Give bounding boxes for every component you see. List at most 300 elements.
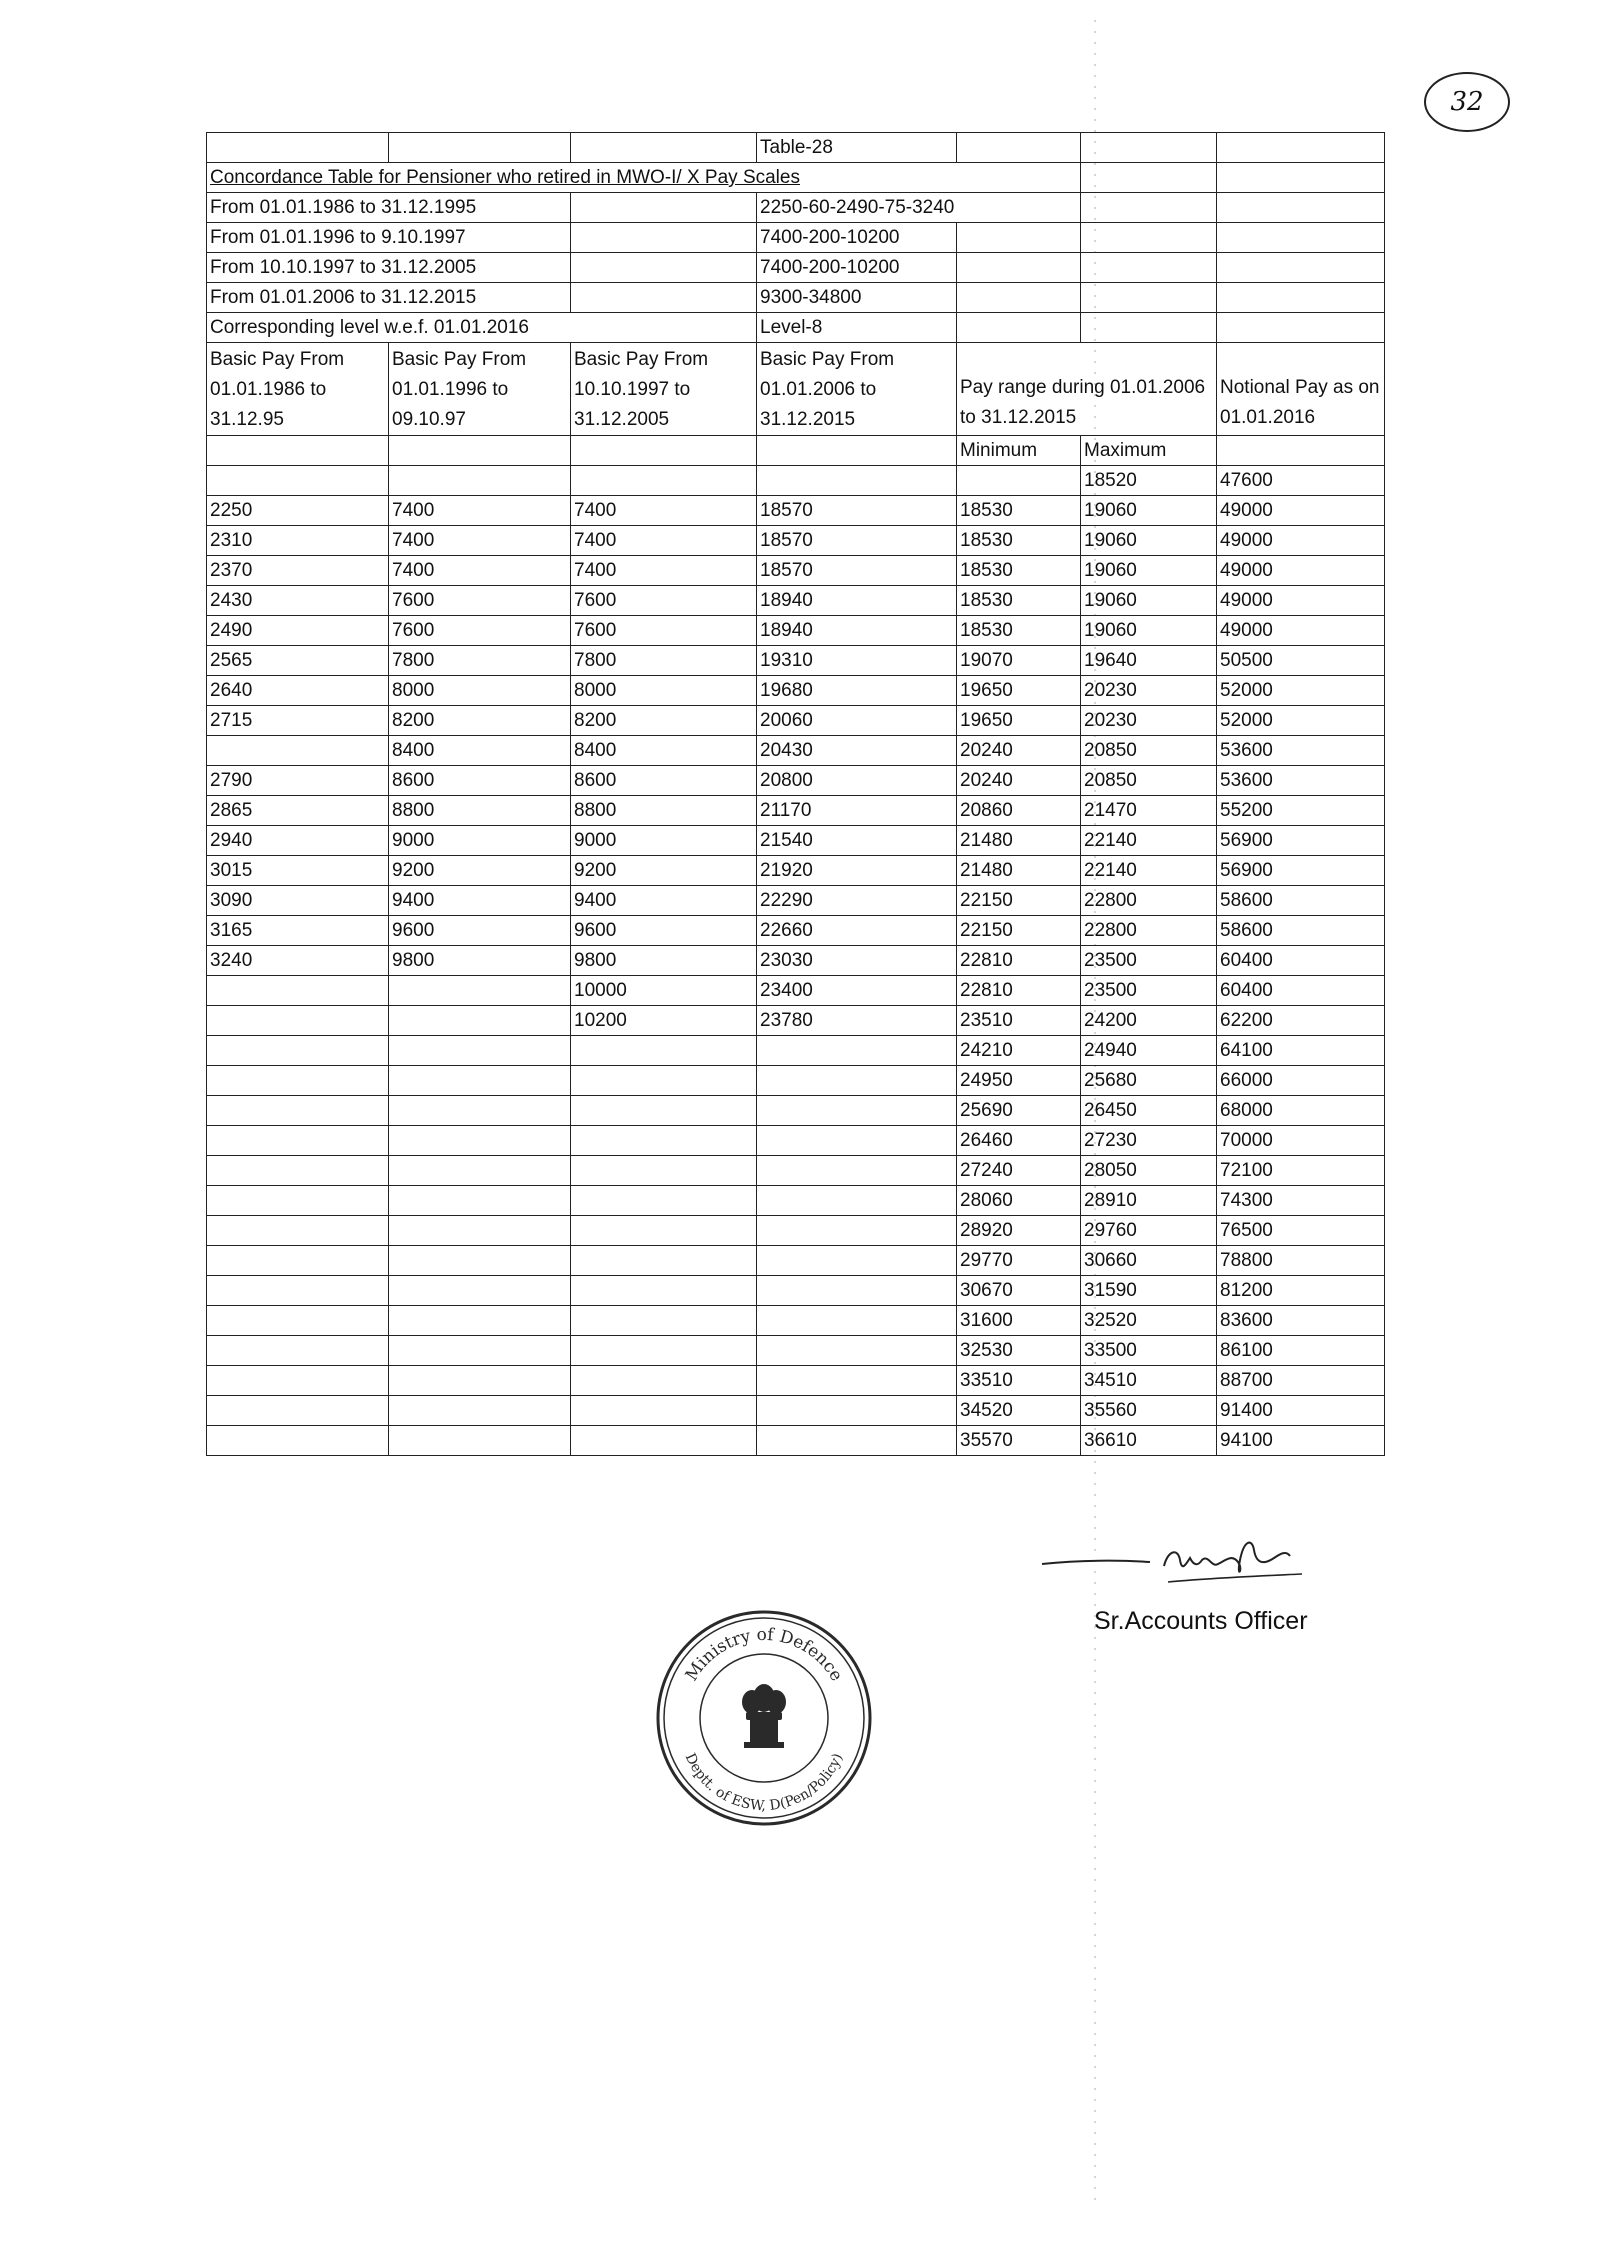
table-cell: 23030 (757, 946, 957, 976)
table-row (207, 1366, 1385, 1396)
table-row (207, 1006, 1385, 1036)
table-cell (757, 1066, 957, 1096)
table-cell (207, 1006, 389, 1036)
table-cell: 19310 (757, 646, 957, 676)
table-cell: 9600 (389, 916, 571, 946)
table-cell: 34510 (1081, 1366, 1217, 1396)
period-label: From 01.01.1986 to 31.12.1995 (207, 193, 571, 223)
table-cell: 22150 (957, 886, 1081, 916)
table-cell: 24940 (1081, 1036, 1217, 1066)
table-cell: 35570 (957, 1426, 1081, 1456)
table-cell: 22810 (957, 976, 1081, 1006)
table-row (207, 1426, 1385, 1456)
period-label: From 01.01.1996 to 9.10.1997 (207, 223, 571, 253)
table-cell (571, 1426, 757, 1456)
table-cell: 60400 (1217, 946, 1385, 976)
table-cell: 33510 (957, 1366, 1081, 1396)
table-cell: 20850 (1081, 766, 1217, 796)
table-title: Table-28 (757, 133, 957, 163)
table-cell: 20240 (957, 736, 1081, 766)
table-cell: 2715 (207, 706, 389, 736)
table-cell: 32520 (1081, 1306, 1217, 1336)
table-cell: 34520 (957, 1396, 1081, 1426)
table-cell: 49000 (1217, 586, 1385, 616)
table-cell (757, 1126, 957, 1156)
table-cell: 32530 (957, 1336, 1081, 1366)
table-cell: 21470 (1081, 796, 1217, 826)
table-cell: 22800 (1081, 916, 1217, 946)
table-row (207, 856, 1385, 886)
table-cell: 9800 (571, 946, 757, 976)
table-cell: 91400 (1217, 1396, 1385, 1426)
table-cell: 81200 (1217, 1276, 1385, 1306)
table-cell: 74300 (1217, 1186, 1385, 1216)
table-cell: 3090 (207, 886, 389, 916)
table-cell: 2790 (207, 766, 389, 796)
table-row (207, 1276, 1385, 1306)
table-cell: 18530 (957, 616, 1081, 646)
table-cell (389, 466, 571, 496)
table-cell (207, 1426, 389, 1456)
table-cell: 18530 (957, 526, 1081, 556)
table-cell: 7400 (571, 556, 757, 586)
table-cell (571, 1186, 757, 1216)
table-row (207, 946, 1385, 976)
period-row (207, 313, 1385, 343)
table-cell (207, 1246, 389, 1276)
table-cell (571, 1096, 757, 1126)
table-cell: 19650 (957, 706, 1081, 736)
table-cell: 8800 (571, 796, 757, 826)
table-row (207, 796, 1385, 826)
table-row (207, 1186, 1385, 1216)
table-cell: 3165 (207, 916, 389, 946)
table-cell (389, 1186, 571, 1216)
table-cell: 49000 (1217, 526, 1385, 556)
table-cell: 2490 (207, 616, 389, 646)
table-cell: 2370 (207, 556, 389, 586)
table-cell: 28060 (957, 1186, 1081, 1216)
table-cell: 7600 (571, 616, 757, 646)
table-cell (571, 1126, 757, 1156)
table-cell: 86100 (1217, 1336, 1385, 1366)
table-row (207, 556, 1385, 586)
table-cell: 22290 (757, 886, 957, 916)
table-cell: 22800 (1081, 886, 1217, 916)
table-cell (207, 1396, 389, 1426)
table-cell: 10000 (571, 976, 757, 1006)
table-cell (389, 1396, 571, 1426)
table-cell: 2250 (207, 496, 389, 526)
table-cell: 22810 (957, 946, 1081, 976)
seal-bottom-text: Deptt. of ESW, D(Pen/Policy) (681, 1750, 847, 1815)
table-cell: 55200 (1217, 796, 1385, 826)
table-cell: 88700 (1217, 1366, 1385, 1396)
table-cell: 56900 (1217, 826, 1385, 856)
table-cell (207, 1036, 389, 1066)
table-cell (389, 1156, 571, 1186)
table-cell: 31590 (1081, 1276, 1217, 1306)
table-cell: 9200 (571, 856, 757, 886)
column-header: Basic Pay From 10.10.1997 to 31.12.2005 (571, 343, 757, 436)
period-scale: 2250-60-2490-75-3240 (757, 193, 1081, 223)
table-cell: 30660 (1081, 1246, 1217, 1276)
table-cell: 66000 (1217, 1066, 1385, 1096)
table-cell: 28050 (1081, 1156, 1217, 1186)
column-header: Basic Pay From 01.01.1986 to 31.12.95 (207, 343, 389, 436)
table-cell (389, 1096, 571, 1126)
table-cell: 21480 (957, 856, 1081, 886)
table-cell: 19070 (957, 646, 1081, 676)
table-cell: 25690 (957, 1096, 1081, 1126)
table-cell (389, 1366, 571, 1396)
table-cell: 18530 (957, 556, 1081, 586)
table-cell: 33500 (1081, 1336, 1217, 1366)
table-cell: 31600 (957, 1306, 1081, 1336)
period-label: From 01.01.2006 to 31.12.2015 (207, 283, 571, 313)
table-cell: 27230 (1081, 1126, 1217, 1156)
table-cell: 2865 (207, 796, 389, 826)
table-cell (389, 1426, 571, 1456)
table-cell (571, 1306, 757, 1336)
table-cell (389, 1066, 571, 1096)
table-cell (207, 466, 389, 496)
table-row (207, 586, 1385, 616)
table-cell: 22150 (957, 916, 1081, 946)
table-row (207, 496, 1385, 526)
column-header: Basic Pay From 01.01.2006 to 31.12.2015 (757, 343, 957, 436)
table-cell (757, 1366, 957, 1396)
table-cell: 19650 (957, 676, 1081, 706)
table-cell: 20860 (957, 796, 1081, 826)
table-cell: 23500 (1081, 946, 1217, 976)
table-cell: 9400 (571, 886, 757, 916)
table-cell (757, 1246, 957, 1276)
table-cell: 68000 (1217, 1096, 1385, 1126)
table-row (207, 736, 1385, 766)
table-cell: 58600 (1217, 886, 1385, 916)
table-cell: 3240 (207, 946, 389, 976)
table-cell: 20240 (957, 766, 1081, 796)
table-cell: 19060 (1081, 586, 1217, 616)
table-row (207, 1036, 1385, 1066)
table-cell: 19060 (1081, 616, 1217, 646)
table-cell: 21170 (757, 796, 957, 826)
table-cell: 49000 (1217, 496, 1385, 526)
table-cell: 9200 (389, 856, 571, 886)
period-row (207, 193, 1385, 223)
table-cell: 26450 (1081, 1096, 1217, 1126)
table-cell: 21540 (757, 826, 957, 856)
table-cell (571, 1246, 757, 1276)
table-cell: 8000 (389, 676, 571, 706)
table-cell: 7800 (571, 646, 757, 676)
table-row (207, 526, 1385, 556)
table-cell: 22660 (757, 916, 957, 946)
table-cell (207, 1306, 389, 1336)
table-cell: 58600 (1217, 916, 1385, 946)
page-number: 32 (1424, 72, 1510, 132)
table-cell: 9800 (389, 946, 571, 976)
title-row (207, 133, 1385, 163)
table-row (207, 1096, 1385, 1126)
table-cell: 29760 (1081, 1216, 1217, 1246)
period-row (207, 283, 1385, 313)
table-cell (571, 1366, 757, 1396)
table-cell: 8800 (389, 796, 571, 826)
table-cell: 78800 (1217, 1246, 1385, 1276)
table-cell: 2565 (207, 646, 389, 676)
table-cell (389, 1126, 571, 1156)
table-cell (757, 1306, 957, 1336)
table-heading: Concordance Table for Pensioner who retired in MWO-I/ X Pay Scales (207, 163, 1081, 193)
table-cell: 25680 (1081, 1066, 1217, 1096)
table-cell: 7600 (389, 616, 571, 646)
signature (1040, 1520, 1340, 1600)
table-cell (389, 1276, 571, 1306)
table-cell: 7400 (389, 526, 571, 556)
table-cell: 18570 (757, 496, 957, 526)
table-cell: 20850 (1081, 736, 1217, 766)
table-cell (207, 1096, 389, 1126)
table-cell: 18570 (757, 526, 957, 556)
table-cell: 70000 (1217, 1126, 1385, 1156)
table-cell: 10200 (571, 1006, 757, 1036)
table-cell (389, 1246, 571, 1276)
table-cell: 9000 (571, 826, 757, 856)
table-cell (571, 466, 757, 496)
table-cell: 21480 (957, 826, 1081, 856)
table-cell: 28920 (957, 1216, 1081, 1246)
table-cell: 30670 (957, 1276, 1081, 1306)
table-cell: 64100 (1217, 1036, 1385, 1066)
table-cell (389, 1006, 571, 1036)
table-cell: 24210 (957, 1036, 1081, 1066)
table-cell: 3015 (207, 856, 389, 886)
table-cell: 19060 (1081, 526, 1217, 556)
svg-text:Ministry of Defence (682, 1625, 847, 1685)
table-cell: 76500 (1217, 1216, 1385, 1246)
table-cell: 23400 (757, 976, 957, 1006)
table-cell: 2310 (207, 526, 389, 556)
table-cell (957, 466, 1081, 496)
table-row (207, 1336, 1385, 1366)
table-cell: 9600 (571, 916, 757, 946)
period-label: From 10.10.1997 to 31.12.2005 (207, 253, 571, 283)
table-cell: 8400 (571, 736, 757, 766)
table-row (207, 1216, 1385, 1246)
table-row (207, 976, 1385, 1006)
table-cell: 2640 (207, 676, 389, 706)
table-cell (757, 1426, 957, 1456)
table-cell: 20800 (757, 766, 957, 796)
table-cell: 53600 (1217, 736, 1385, 766)
concordance-table (206, 132, 1385, 1456)
table-cell (757, 1186, 957, 1216)
table-cell: 20230 (1081, 706, 1217, 736)
table-cell: 23500 (1081, 976, 1217, 1006)
table-cell: 35560 (1081, 1396, 1217, 1426)
table-cell (207, 1186, 389, 1216)
table-row (207, 1066, 1385, 1096)
table-cell (757, 1396, 957, 1426)
table-cell: 94100 (1217, 1426, 1385, 1456)
table-cell (757, 1096, 957, 1126)
table-cell: 9000 (389, 826, 571, 856)
period-scale: 9300-34800 (757, 283, 957, 313)
table-cell: 20230 (1081, 676, 1217, 706)
table-row (207, 1396, 1385, 1426)
table-cell (207, 736, 389, 766)
table-row (207, 1246, 1385, 1276)
table-cell: 23510 (957, 1006, 1081, 1036)
table-row (207, 826, 1385, 856)
table-row (207, 886, 1385, 916)
table-cell: 8600 (571, 766, 757, 796)
table-row (207, 676, 1385, 706)
column-header-pay-range: Pay range during 01.01.2006 to 31.12.2015 (957, 343, 1217, 436)
table-cell: 8000 (571, 676, 757, 706)
table-cell: 20060 (757, 706, 957, 736)
table-cell: 7600 (571, 586, 757, 616)
table-cell: 7800 (389, 646, 571, 676)
seal-top-text: Ministry of Defence (681, 1624, 847, 1685)
period-scale: Level-8 (757, 313, 957, 343)
table-cell: 53600 (1217, 766, 1385, 796)
table-cell: 28910 (1081, 1186, 1217, 1216)
column-header-notional: Notional Pay as on 01.01.2016 (1217, 343, 1385, 436)
table-cell (207, 1276, 389, 1306)
table-cell: 36610 (1081, 1426, 1217, 1456)
period-row (207, 253, 1385, 283)
table-cell (389, 1036, 571, 1066)
table-cell: 50500 (1217, 646, 1385, 676)
column-header-minimum: Minimum (957, 436, 1081, 466)
table-cell (207, 1156, 389, 1186)
table-cell (207, 1216, 389, 1246)
table-cell: 9400 (389, 886, 571, 916)
table-cell (757, 1036, 957, 1066)
table-cell: 47600 (1217, 466, 1385, 496)
table-cell (389, 1216, 571, 1246)
table-cell (757, 466, 957, 496)
table-cell: 22140 (1081, 856, 1217, 886)
table-cell: 72100 (1217, 1156, 1385, 1186)
period-scale: 7400-200-10200 (757, 253, 957, 283)
table-cell: 8600 (389, 766, 571, 796)
table-cell: 18940 (757, 586, 957, 616)
table-cell (389, 1306, 571, 1336)
table-cell: 49000 (1217, 616, 1385, 646)
table-cell: 7400 (571, 526, 757, 556)
table-cell: 60400 (1217, 976, 1385, 1006)
heading-row (207, 163, 1385, 193)
table-cell: 8200 (571, 706, 757, 736)
table-cell: 18530 (957, 586, 1081, 616)
table-row (207, 916, 1385, 946)
table-cell (571, 1216, 757, 1246)
table-cell (207, 1066, 389, 1096)
table-row (207, 1306, 1385, 1336)
period-scale: 7400-200-10200 (757, 223, 957, 253)
table-row (207, 1126, 1385, 1156)
table-cell (571, 1066, 757, 1096)
table-cell: 7400 (389, 496, 571, 526)
table-row (207, 766, 1385, 796)
period-row (207, 223, 1385, 253)
table-cell: 24950 (957, 1066, 1081, 1096)
table-cell: 19060 (1081, 556, 1217, 586)
table-cell (389, 1336, 571, 1366)
table-cell: 7400 (389, 556, 571, 586)
table-cell: 19060 (1081, 496, 1217, 526)
table-cell: 19640 (1081, 646, 1217, 676)
table-cell: 8400 (389, 736, 571, 766)
official-seal (652, 1606, 876, 1830)
table-row (207, 466, 1385, 496)
table-cell (571, 1396, 757, 1426)
table-cell: 52000 (1217, 706, 1385, 736)
table-cell: 52000 (1217, 676, 1385, 706)
subheader-row (207, 436, 1385, 466)
table-cell: 26460 (957, 1126, 1081, 1156)
table-cell: 18570 (757, 556, 957, 586)
table-cell: 23780 (757, 1006, 957, 1036)
table-cell (571, 1276, 757, 1306)
table-cell (207, 976, 389, 1006)
table-cell (571, 1036, 757, 1066)
table-cell: 24200 (1081, 1006, 1217, 1036)
table-cell (757, 1276, 957, 1306)
table-row (207, 1156, 1385, 1186)
table-cell (757, 1156, 957, 1186)
table-row (207, 646, 1385, 676)
table-cell (207, 1336, 389, 1366)
table-cell: 83600 (1217, 1306, 1385, 1336)
table-cell: 2940 (207, 826, 389, 856)
table-cell: 18530 (957, 496, 1081, 526)
table-cell: 27240 (957, 1156, 1081, 1186)
table-cell (207, 1366, 389, 1396)
table-cell (207, 1126, 389, 1156)
signatory-title: Sr.Accounts Officer (1094, 1607, 1308, 1635)
table-cell: 62200 (1217, 1006, 1385, 1036)
table-cell: 22140 (1081, 826, 1217, 856)
table-row (207, 706, 1385, 736)
table-cell: 20430 (757, 736, 957, 766)
column-header-maximum: Maximum (1081, 436, 1217, 466)
table-cell: 21920 (757, 856, 957, 886)
table-cell (757, 1216, 957, 1246)
table-cell: 18520 (1081, 466, 1217, 496)
table-cell (757, 1336, 957, 1366)
table-cell (389, 976, 571, 1006)
table-cell (571, 1156, 757, 1186)
table-cell: 7400 (571, 496, 757, 526)
table-cell: 18940 (757, 616, 957, 646)
table-cell: 8200 (389, 706, 571, 736)
table-cell: 49000 (1217, 556, 1385, 586)
column-header: Basic Pay From 01.01.1996 to 09.10.97 (389, 343, 571, 436)
period-label: Corresponding level w.e.f. 01.01.2016 (207, 313, 757, 343)
table-cell: 56900 (1217, 856, 1385, 886)
table-cell: 2430 (207, 586, 389, 616)
table-cell: 29770 (957, 1246, 1081, 1276)
emblem-icon (742, 1684, 786, 1748)
column-header-row (207, 343, 1385, 436)
table-cell (571, 1336, 757, 1366)
table-row (207, 616, 1385, 646)
